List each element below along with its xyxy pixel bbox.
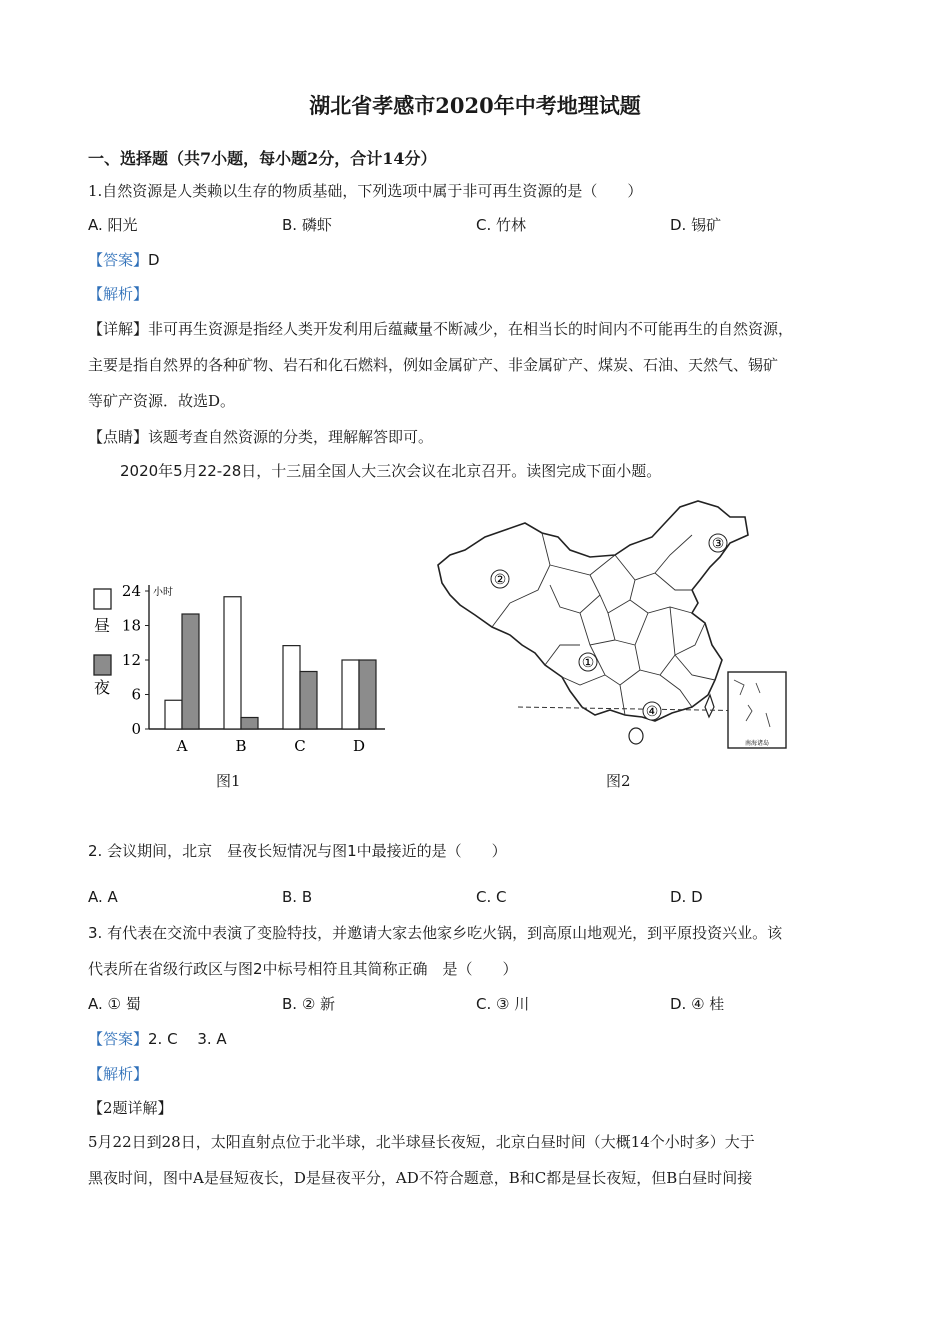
q2-option-d: D. D [670,888,703,906]
bar-d-day [342,660,359,729]
bar-c-night [300,672,317,730]
bar-b-night [241,718,258,730]
map-label-3: ③ [711,536,725,552]
bar-a-night [182,614,199,729]
q3-stem-line-2: 代表所在省级行政区与图2中标号相符且其简称正确 是（ ） [88,960,518,978]
y-axis-unit: 小时 [153,587,173,598]
q1-option-a: A. 阳光 [88,216,138,234]
q1-option-b: B. 磷虾 [282,216,332,234]
map-label-2: ② [493,572,507,588]
bar-b-day [224,597,241,729]
q1-answer [88,249,160,270]
q3-option-d: D. ④ 桂 [670,995,725,1013]
south-sea-inset [728,672,786,748]
figure-1-chart [85,575,405,790]
q2-detail-line-1: 5月22日到28日，太阳直射点位于北半球，北半球昼长夜短，北京白昼时间（大概14个小时多）大于 [88,1133,755,1151]
legend-night-swatch [94,655,111,675]
q2-option-c: C. C [476,888,507,906]
answer-value: D [148,251,160,269]
taiwan-island [705,695,714,717]
legend-day-label: 昼 [94,616,111,635]
map-label-1: ① [581,655,595,671]
q1-stem: 1.自然资源是人类赖以生存的物质基础，下列选项中属于非可再生资源的是（ ） [88,182,643,200]
y-tick-label: 12 [121,651,141,669]
category-label: A [176,737,188,755]
q3-stem-line-1: 3. 有代表在交流中表演了变脸特技，并邀请大家去他家乡吃火锅，到高原山地观光，到平原投资兴业。该 [88,924,783,942]
figure-2-map [430,495,795,760]
q2-option-b: B. B [282,888,313,906]
page-title: 湖北省孝感市2020年中考地理试题 [309,93,641,118]
bar-c-day [283,646,300,729]
q1-analysis-tag: 【解析】 [88,285,149,303]
q23-answer [88,1028,227,1049]
q2-detail-line-2: 黑夜时间，图中A是昼短夜长，D是昼夜平分，AD不符合题意，B和C都是昼长夜短，但B白昼时间接 [88,1169,753,1187]
legend-night-label: 夜 [94,678,111,697]
category-label: D [352,737,366,755]
category-label: B [235,737,247,755]
q3-option-c: C. ③ 川 [476,995,530,1013]
figure-2-caption: 图2 [606,772,631,790]
q1-option-c: C. 竹林 [476,216,527,234]
y-tick-label: 24 [121,582,141,600]
q3-option-b: B. ② 新 [282,995,336,1013]
q1-detail-line-3: 等矿产资源．故选D。 [88,392,236,410]
china-outline [438,501,748,721]
intro-text: 2020年5月22-28日，十三届全国人大三次会议在北京召开。读图完成下面小题。 [120,462,662,480]
y-tick-label: 6 [131,685,141,704]
q2-stem: 2. 会议期间，北京 昼夜长短情况与图1中最接近的是（ ） [88,842,507,860]
bar-d-night [359,660,376,729]
category-label: C [294,737,306,755]
q2-option-a: A. A [88,888,118,906]
q3-option-a: A. ① 蜀 [88,995,141,1013]
q23-analysis-tag: 【解析】 [88,1065,149,1083]
answer-value: 2. C 3. A [148,1030,227,1048]
q1-detail-line-2: 主要是指自然界的各种矿物、岩石和化石燃料，例如金属矿产、非金属矿产、煤炭、石油、天然气、锡矿 [88,356,779,374]
bar-a-day [165,700,182,729]
q2-detail-tag: 【2题详解】 [88,1099,173,1117]
section-heading: 一、选择题（共7小题，每小题2分，合计14分） [88,149,437,168]
answer-tag: 【答案】 [88,1030,149,1048]
q1-option-d: D. 锡矿 [670,216,722,234]
answer-tag: 【答案】 [88,251,149,269]
hainan-island [629,728,643,744]
legend-day-swatch [94,589,111,609]
inset-note: 南海诸岛 [744,740,770,747]
q1-point: 【点睛】该题考查自然资源的分类，理解解答即可。 [88,428,434,446]
y-tick-label: 0 [131,720,141,738]
map-label-4: ④ [645,704,659,720]
y-tick-label: 18 [121,616,141,635]
q1-detail-line-1: 【详解】非可再生资源是指经人类开发利用后蕴藏量不断减少，在相当长的时间内不可能再生的自然资源， [88,320,794,338]
figure-1-caption: 图1 [216,772,241,790]
